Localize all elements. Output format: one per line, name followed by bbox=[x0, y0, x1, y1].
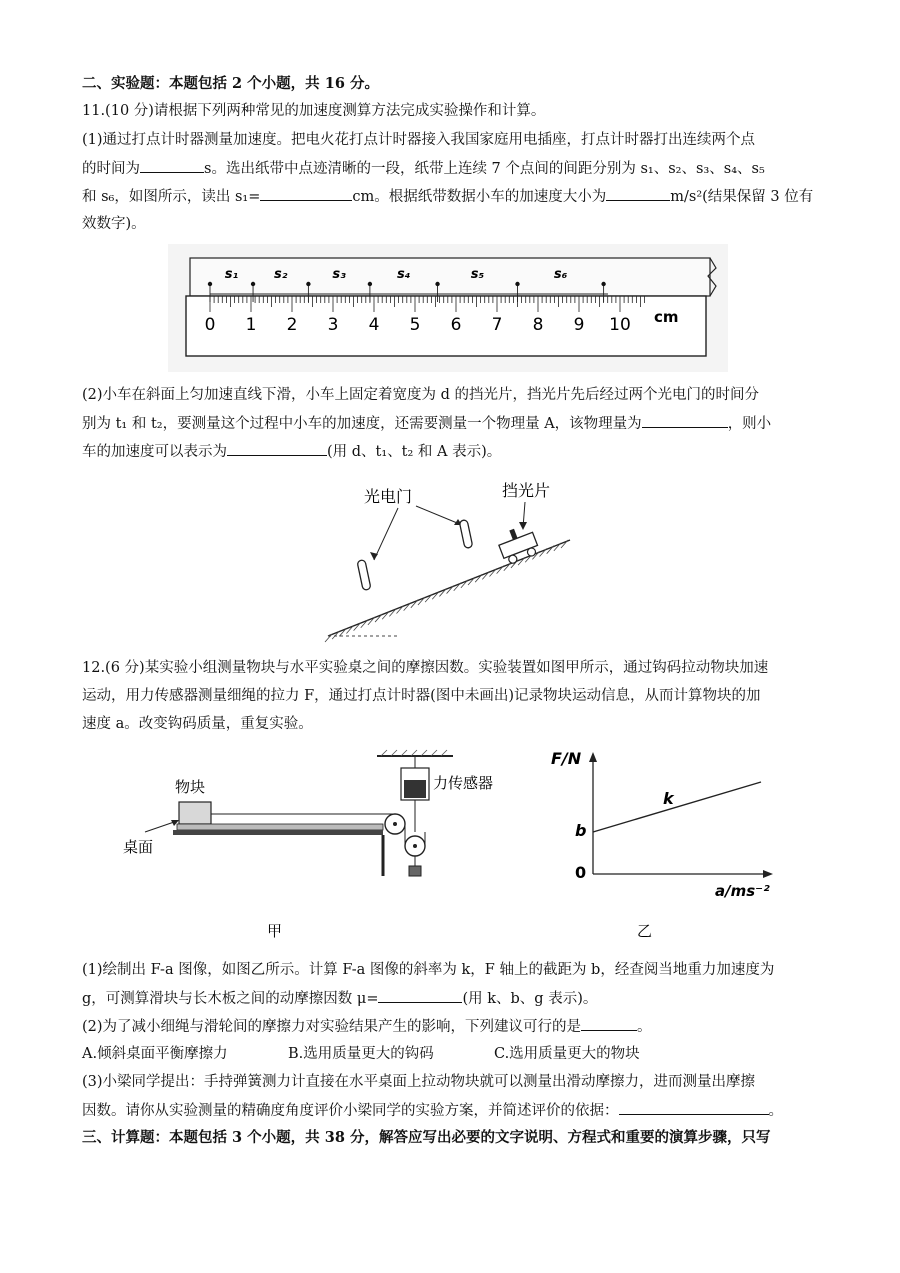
ruler-tick-label: 4 bbox=[368, 315, 380, 335]
tape-dot bbox=[601, 282, 605, 286]
answer-blank-acceleration-expr[interactable] bbox=[227, 441, 327, 456]
q11-stem: 11.(10 分)请根据下列两种常见的加速度测算方法完成实验操作和计算。 bbox=[82, 103, 546, 119]
ruler-tick-label: 3 bbox=[327, 315, 339, 335]
tape-dot bbox=[435, 282, 439, 286]
answer-blank-quantity-A[interactable] bbox=[642, 413, 728, 428]
q11-p1-line3 bbox=[82, 186, 822, 207]
option-a[interactable]: A.倾斜桌面平衡摩擦力 bbox=[82, 1046, 228, 1062]
hatch-line bbox=[547, 546, 554, 554]
q12-p3-text: 因数。请你从实验测量的精确度角度评价小梁同学的实验方案，并简述评价的依据： bbox=[82, 1103, 619, 1119]
hatch-line bbox=[561, 540, 568, 548]
table-label: 桌面 bbox=[123, 838, 154, 856]
answer-blank-mu[interactable] bbox=[378, 988, 462, 1003]
answer-blank-acceleration[interactable] bbox=[606, 186, 670, 201]
graph-line bbox=[593, 782, 761, 832]
q12-p1-line2 bbox=[82, 988, 822, 1009]
segment-label: s₃ bbox=[332, 267, 346, 282]
intercept-label: b bbox=[575, 821, 587, 840]
graph-ylabel: F/N bbox=[551, 749, 582, 768]
hatch-line bbox=[540, 549, 547, 557]
q11-p1-line2 bbox=[82, 158, 822, 179]
sensor-label: 力传感器 bbox=[433, 774, 494, 792]
q12-p3-line2 bbox=[82, 1100, 822, 1121]
tape-dot bbox=[368, 282, 372, 286]
q11-p2-line1: (2)小车在斜面上匀加速直线下滑，小车上固定着宽度为 d 的挡光片，挡光片先后经过两个光电门的时间分 bbox=[82, 387, 760, 403]
answer-blank-s1[interactable] bbox=[260, 186, 352, 201]
segment-label: s₁ bbox=[224, 267, 239, 282]
q11-p1-text: cm。根据纸带数据小车的加速度大小为 bbox=[352, 189, 607, 205]
q12-options bbox=[82, 1044, 822, 1064]
figure-jia-apparatus bbox=[115, 748, 515, 948]
hatch-line bbox=[468, 577, 475, 585]
ruler-tick-label: 2 bbox=[286, 315, 298, 335]
hatch-line bbox=[454, 583, 461, 591]
ruler-tick-label: 10 bbox=[609, 315, 631, 335]
incline-figure bbox=[320, 470, 590, 645]
block-label: 物块 bbox=[175, 778, 206, 796]
tape-dot bbox=[208, 282, 212, 286]
hatch-line bbox=[497, 566, 504, 574]
q12-p3-text: 。 bbox=[768, 1103, 783, 1119]
section-3-heading: 三、计算题：本题包括 3 个小题，共 38 分，解答应写出必要的文字说明、方程式和重要的演算步骤，只写 bbox=[82, 1129, 771, 1146]
q12-p1-text: (用 k、b、g 表示)。 bbox=[462, 991, 598, 1007]
section-2-heading: 二、实验题：本题包括 2 个小题，共 16 分。 bbox=[82, 75, 379, 92]
option-b[interactable]: B.选用质量更大的钩码 bbox=[288, 1046, 434, 1062]
hatch-line bbox=[518, 557, 525, 565]
q12-line1: 12.(6 分)某实验小组测量物块与水平实验桌之间的摩擦因数。实验装置如图甲所示，通过钩码拉动物块加速 bbox=[82, 660, 769, 676]
option-c[interactable]: C.选用质量更大的物块 bbox=[494, 1046, 640, 1062]
answer-blank-evaluation[interactable] bbox=[619, 1100, 769, 1115]
hatch-line bbox=[475, 574, 482, 582]
q12-p2-line bbox=[82, 1016, 822, 1037]
q12-p2-text: (2)为了减小细绳与滑轮间的摩擦力对实验结果产生的影响，下列建议可行的是 bbox=[82, 1019, 582, 1035]
hatch-line bbox=[439, 588, 446, 596]
ruler-tick-label: 1 bbox=[245, 315, 257, 335]
hatch-line bbox=[482, 571, 489, 579]
q11-p2-text: 别为 t₁ 和 t₂，要测量这个过程中小车的加速度，还需要测量一个物理量 A，该物理量为 bbox=[82, 416, 642, 432]
q11-p1-text: s。选出纸带中点迹清晰的一段，纸带上连续 7 个点间的间距分别为 s₁、s₂、s₃、s₄、s₅ bbox=[204, 161, 765, 177]
block bbox=[179, 802, 211, 824]
hatch-line bbox=[447, 586, 454, 594]
q12-p1-line1: (1)绘制出 F-a 图像，如图乙所示。计算 F-a 图像的斜率为 k，F 轴上的截距为 b，经查阅当地重力加速度为 bbox=[82, 962, 775, 978]
q11-p2-text: ，则小 bbox=[727, 416, 772, 432]
tape-dot bbox=[251, 282, 255, 286]
answer-blank-period[interactable] bbox=[140, 158, 204, 173]
hatch-line bbox=[504, 563, 511, 571]
segment-label: s₅ bbox=[470, 267, 485, 282]
photogate-2 bbox=[459, 519, 473, 548]
q11-p1-text: 的时间为 bbox=[82, 161, 140, 177]
hatch-line bbox=[489, 568, 496, 576]
figure-yi-caption: 乙 bbox=[637, 922, 653, 940]
segment-label: s₄ bbox=[397, 267, 411, 282]
ruler-tick-label: 6 bbox=[450, 315, 462, 335]
ruler-unit: cm bbox=[654, 308, 679, 326]
hook-weight bbox=[409, 866, 421, 876]
ruler-tick-label: 7 bbox=[491, 315, 503, 335]
cart bbox=[495, 523, 540, 566]
q12-line2: 运动，用力传感器测量细绳的拉力 F，通过打点计时器(图中未画出)记录物块运动信息，从而计算物块的加 bbox=[82, 688, 761, 704]
tape-dot bbox=[515, 282, 519, 286]
long-board bbox=[177, 824, 383, 830]
q11-p2-text: 车的加速度可以表示为 bbox=[82, 444, 227, 460]
hatch-line bbox=[554, 543, 561, 551]
q11-p2-line3 bbox=[82, 441, 822, 462]
q11-p1-text: 和 s₆，如图所示，读出 s₁= bbox=[82, 189, 261, 205]
segment-label: s₆ bbox=[553, 267, 568, 282]
ruler-tick-label: 5 bbox=[409, 315, 421, 335]
slope-label: k bbox=[663, 789, 674, 808]
ruler-tick-label: 0 bbox=[204, 315, 216, 335]
answer-blank-choice[interactable] bbox=[581, 1016, 637, 1031]
photogate-1 bbox=[357, 559, 371, 590]
ruler-tick-label: 8 bbox=[532, 315, 544, 335]
figure-jia-caption: 甲 bbox=[267, 922, 283, 940]
q12-p1-text: g，可测算滑块与长木板之间的动摩擦因数 μ= bbox=[82, 991, 379, 1007]
hatch-line bbox=[425, 594, 432, 602]
q11-p1-line4: 效数字)。 bbox=[82, 216, 146, 232]
segment-label: s₂ bbox=[274, 267, 288, 282]
q12-p3-line1: (3)小梁同学提出：手持弹簧测力计直接在水平桌面上拉动物块就可以测量出滑动摩擦力，进而测量出摩擦 bbox=[82, 1074, 756, 1090]
ruler-tick-label: 9 bbox=[573, 315, 585, 335]
q12-line3: 速度 a。改变钩码质量，重复实验。 bbox=[82, 716, 313, 732]
hatch-line bbox=[432, 591, 439, 599]
q12-p2-text: 。 bbox=[637, 1019, 652, 1035]
origin-label: 0 bbox=[575, 863, 587, 882]
table-top bbox=[173, 830, 383, 835]
q11-p1-text: m/s²(结果保留 3 位有 bbox=[670, 189, 814, 205]
q11-p2-text: (用 d、t₁、t₂ 和 A 表示)。 bbox=[327, 444, 502, 460]
q11-p1-line1: (1)通过打点计时器测量加速度。把电火花打点计时器接入我国家庭用电插座，打点计时器打出连续两个点 bbox=[82, 132, 756, 148]
hatch-line bbox=[461, 580, 468, 588]
shutter-label: 挡光片 bbox=[502, 481, 551, 500]
paper-tape bbox=[190, 258, 710, 296]
figure-yi-graph bbox=[551, 746, 795, 946]
ruler-tape-figure bbox=[168, 244, 728, 372]
q11-p2-line2 bbox=[82, 413, 822, 434]
photogate-label: 光电门 bbox=[364, 487, 413, 506]
tape-dot bbox=[306, 282, 310, 286]
graph-xlabel: a/ms⁻² bbox=[715, 882, 770, 900]
